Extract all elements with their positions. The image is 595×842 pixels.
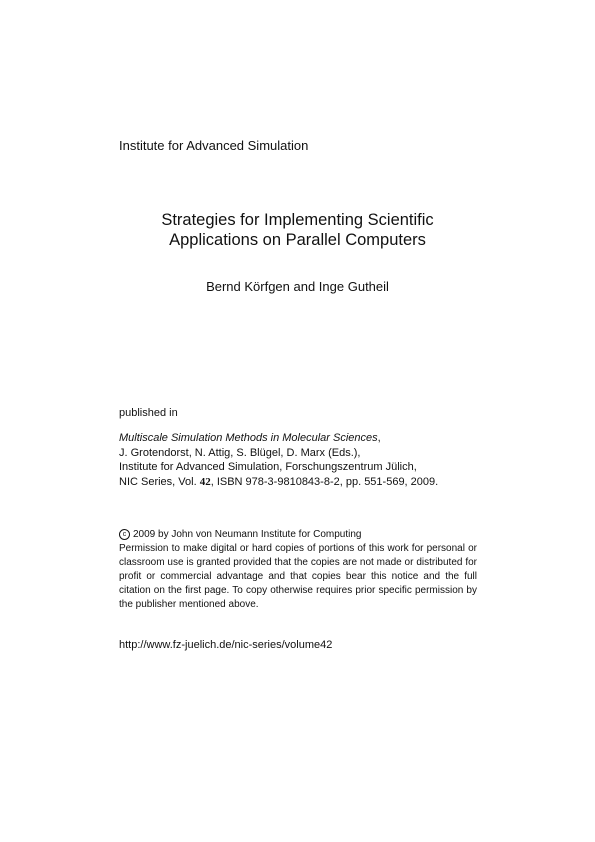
citation-book-title-suffix: ,: [377, 432, 381, 444]
citation-series-line: [119, 475, 438, 490]
authors: Bernd Körfgen and Inge Gutheil: [206, 279, 389, 294]
paper-title-line-2: Applications on Parallel Computers: [169, 231, 426, 249]
citation-book-title: Multiscale Simulation Methods in Molecular Sciences: [119, 432, 378, 444]
published-in-label: published in: [119, 407, 178, 419]
citation-series-prefix: NIC Series, Vol.: [119, 475, 200, 488]
copyright-permission: Permission to make digital or hard copies of portions of this work for personal or classroom use is granted provided that the copies are not made or distributed for profit or commercial advantage and that copies bear this notice and the full citation on the first page. To copy otherwise requires prior specific permission by the publisher mentioned above.: [119, 543, 477, 610]
citation-block: [119, 431, 438, 489]
citation-editors: J. Grotendorst, N. Attig, S. Blügel, D. Marx (Eds.),: [119, 446, 361, 459]
series-url[interactable]: http://www.fz-juelich.de/nic-series/volume42: [119, 639, 333, 651]
citation-publisher: Institute for Advanced Simulation, Forschungszentrum Jülich,: [119, 461, 417, 473]
copyright-holder: 2009 by John von Neumann Institute for Computing: [133, 529, 362, 540]
paper-title: [0, 210, 595, 250]
copyright-notice: [119, 528, 477, 612]
copyright-holder-line: [119, 528, 477, 542]
citation-book-line: [119, 431, 438, 446]
citation-series-suffix: , ISBN 978-3-9810843-8-2, pp. 551-569, 2009.: [210, 475, 439, 488]
paper-title-line-1: Strategies for Implementing Scientific: [161, 211, 434, 229]
citation-volume: 42: [199, 475, 211, 488]
institute-name: Institute for Advanced Simulation: [119, 138, 309, 153]
copyright-icon: c: [119, 529, 130, 540]
